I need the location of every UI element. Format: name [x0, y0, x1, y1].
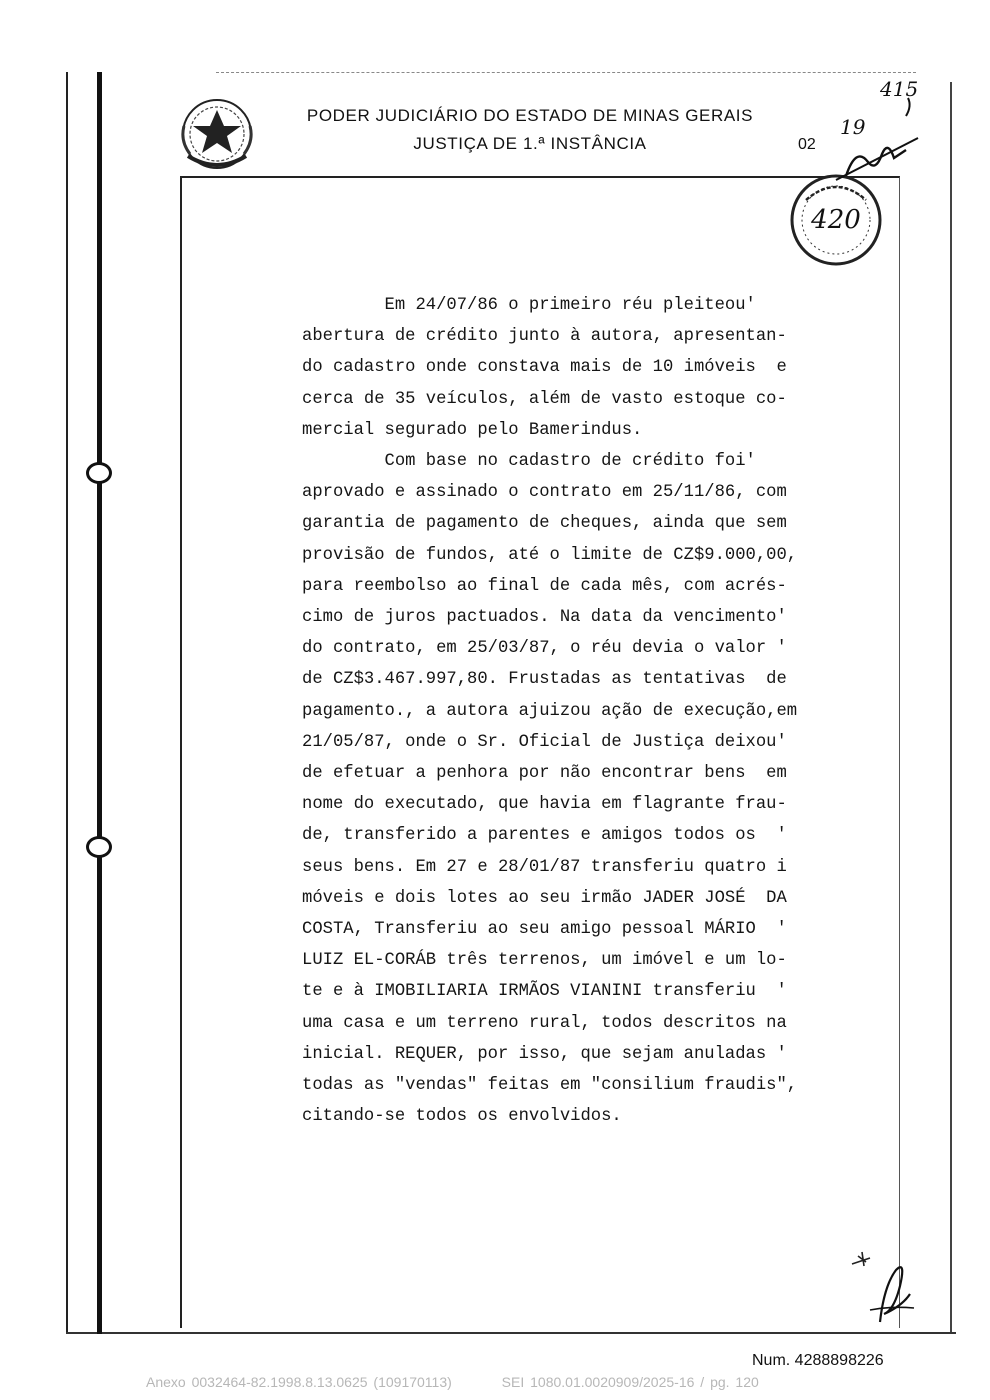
bottom-rule	[66, 1332, 956, 1334]
left-rule	[66, 72, 68, 1334]
stamp-number: 420	[811, 205, 861, 235]
body-line: abertura de crédito junto à autora, apresentan-	[302, 327, 787, 347]
body-line: Com base no cadastro de crédito foi'	[302, 452, 756, 472]
letterhead-line2: JUSTIÇA DE 1.ª INSTÂNCIA	[413, 134, 647, 153]
body-line: garantia de pagamento de cheques, ainda que sem	[302, 514, 787, 534]
letterhead-line1: PODER JUDICIÁRIO DO ESTADO DE MINAS GERAIS	[306, 106, 754, 125]
body-line: todas as "vendas" feitas em "consilium fraudis",	[302, 1076, 798, 1096]
body-line: Em 24/07/86 o primeiro réu pleiteou'	[302, 296, 756, 315]
top-rule	[216, 72, 916, 73]
body-line: mercial segurado pelo Bamerindus.	[302, 420, 643, 440]
binding-line	[97, 72, 102, 1334]
right-rule	[950, 82, 952, 1332]
body-line: de efetuar a penhora por não encontrar bens em	[302, 764, 787, 784]
body-line: citando-se todos os envolvidos.	[302, 1107, 622, 1127]
document-body	[302, 290, 822, 1132]
body-line: para reembolso ao final de cada mês, com acrés-	[302, 576, 787, 596]
footer-sei: SEI 1080.01.0020909/2025-16 / pg. 120	[501, 1374, 759, 1390]
footer-anexo: Anexo 0032464-82.1998.8.13.0625 (109170113)	[146, 1374, 452, 1390]
handwritten-folio-number: 415	[880, 77, 919, 101]
body-line: do cadastro onde constava mais de 10 imóveis e	[302, 358, 787, 378]
body-line: móveis e dois lotes ao seu irmão JADER JOSÉ DA	[302, 888, 787, 908]
handwritten-initials-signature	[840, 1236, 920, 1328]
body-line: COSTA, Transferiu ao seu amigo pessoal MÁRIO '	[302, 920, 787, 940]
body-line: uma casa e um terreno rural, todos descritos na	[302, 1013, 787, 1033]
body-line: nome do executado, que havia em flagrante frau-	[302, 795, 787, 815]
binding-hole	[86, 462, 112, 484]
document-number: Num. 4288898226	[752, 1352, 884, 1369]
body-line: pagamento., a autora ajuizou ação de execução,em	[302, 701, 798, 721]
letterhead	[260, 104, 800, 156]
footer-metadata	[146, 1374, 946, 1390]
body-line: inicial. REQUER, por isso, que sejam anuladas '	[302, 1044, 787, 1064]
body-line: te e à IMOBILIARIA IRMÃOS VIANINI transferiu '	[302, 982, 787, 1002]
handwritten-folio	[832, 76, 942, 186]
body-line: de CZ$3.467.997,80. Frustadas as tentativas de	[302, 670, 787, 690]
binding-strip	[92, 72, 106, 1334]
coat-of-arms-icon	[176, 96, 258, 172]
handwritten-small-number: 19	[840, 115, 866, 139]
body-line: aprovado e assinado o contrato em 25/11/86, com	[302, 483, 787, 503]
body-line: cerca de 35 veículos, além de vasto estoque co-	[302, 389, 787, 409]
body-line: LUIZ EL-CORÁB três terrenos, um imóvel e um lo-	[302, 951, 787, 971]
binding-hole	[86, 836, 112, 858]
body-line: cimo de juros pactuados. Na data da vencimento'	[302, 608, 787, 628]
body-line: do contrato, em 25/03/87, o réu devia o valor '	[302, 639, 787, 659]
body-line: provisão de fundos, até o limite de CZ$9.000,00,	[302, 545, 798, 565]
page-code: 02	[798, 136, 816, 153]
body-line: seus bens. Em 27 e 28/01/87 transferiu quatro i	[302, 857, 787, 877]
body-line: de, transferido a parentes e amigos todos os '	[302, 826, 787, 846]
body-line: 21/05/87, onde o Sr. Oficial de Justiça deixou'	[302, 732, 787, 752]
